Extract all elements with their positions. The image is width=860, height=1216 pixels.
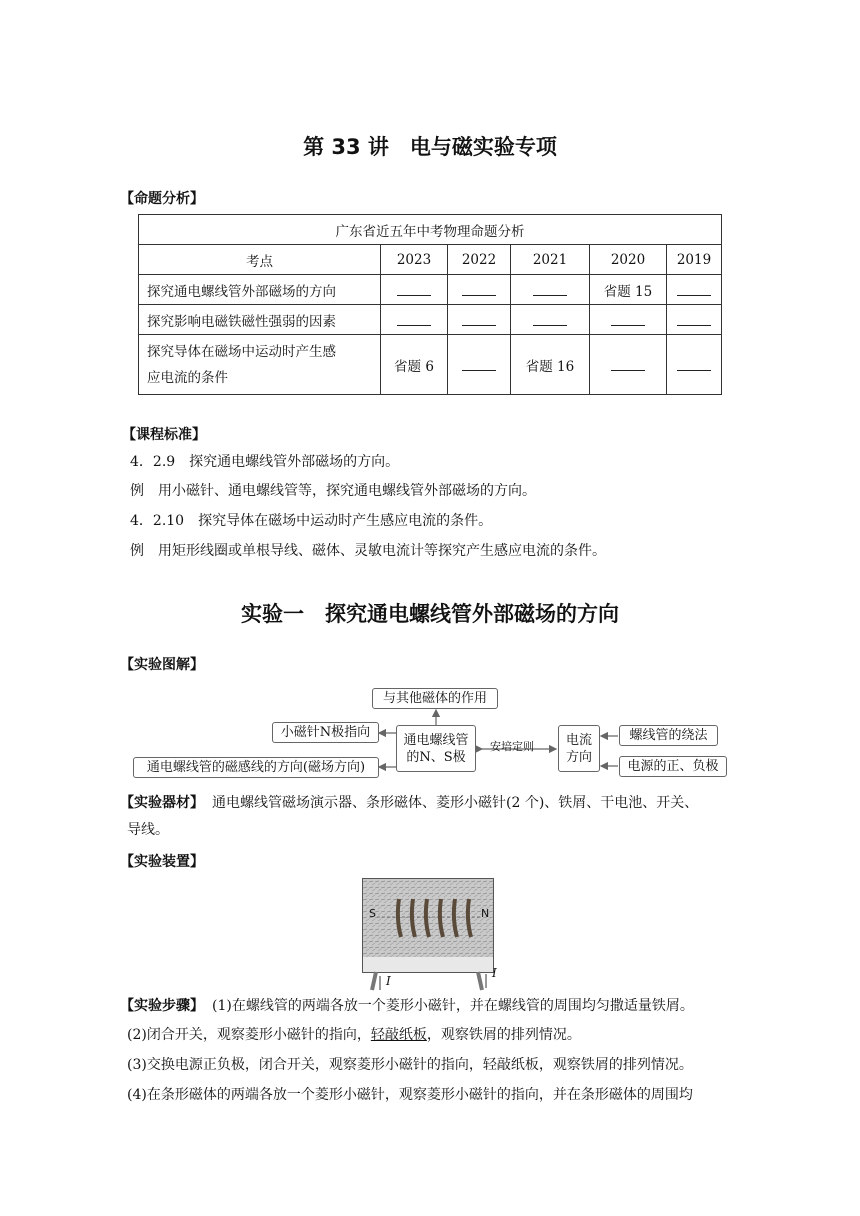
topic-cell: 探究通电螺线管外部磁场的方向 [139, 275, 381, 305]
n-pole-label: N [481, 907, 490, 920]
standards-label: 【课程标准】 [122, 427, 206, 443]
page-title: 第 33 讲 电与磁实验专项 [303, 135, 557, 159]
header-year: 2021 [511, 245, 590, 275]
step-2 [127, 1025, 581, 1045]
step-emphasis: 轻敲纸板 [370, 1027, 427, 1043]
step-1 [120, 996, 694, 1016]
step-4: (4)在条形磁体的两端各放一个菱形小磁针，观察菱形小磁针的指向，并在条形磁体的周围均 [127, 1087, 693, 1103]
box-line: 通电螺线管 [403, 732, 469, 748]
standard-example: 例 用小磁针、通电螺线管等，探究通电螺线管外部磁场的方向。 [130, 483, 536, 499]
header-topic: 考点 [139, 245, 381, 275]
value-cell: 省题 16 [511, 335, 590, 395]
header-year: 2020 [590, 245, 667, 275]
step-text: (2)闭合开关，观察菱形小磁针的指向， [127, 1027, 371, 1043]
solenoid-drawing [363, 879, 494, 973]
box-field-lines-direction: 通电螺线管的磁感线的方向(磁场方向) [133, 757, 379, 778]
value-cell: 省题 6 [381, 335, 448, 395]
apparatus-legs [360, 970, 500, 992]
ampere-rule-label: 安培定则 [490, 740, 534, 753]
step-3: (3)交换电源正负极，闭合开关，观察菱形小磁针的指向，轻敲纸板，观察铁屑的排列情况。 [127, 1057, 693, 1073]
s-pole-label: S [369, 907, 376, 920]
topic-line: 探究导体在磁场中运动时产生感 [147, 343, 336, 360]
value-cell: 省题 15 [590, 275, 667, 305]
header-year: 2019 [667, 245, 722, 275]
box-winding: 螺线管的绕法 [619, 725, 718, 746]
apparatus-label: 【实验装置】 [120, 854, 204, 870]
section-title: 实验一 探究通电螺线管外部磁场的方向 [241, 602, 619, 626]
analysis-label: 【命题分析】 [120, 191, 204, 207]
box-solenoid-poles [396, 725, 476, 772]
box-line: 方向 [565, 749, 592, 765]
box-power-polarity: 电源的正、负极 [619, 756, 727, 777]
header-year: 2023 [381, 245, 448, 275]
diagram-label: 【实验图解】 [120, 657, 204, 673]
box-needle-n-direction: 小磁针N极指向 [272, 722, 379, 743]
box-line: 电流 [565, 732, 592, 748]
table-caption: 广东省近五年中考物理命题分析 [139, 215, 722, 245]
equipment-label: 【实验器材】 [120, 795, 204, 811]
standard-example: 例 用矩形线圈或单根导线、磁体、灵敏电流计等探究产生感应电流的条件。 [130, 543, 606, 559]
current-label-left: I [386, 974, 391, 988]
current-label-right: I [492, 966, 497, 980]
topic-line: 应电流的条件 [147, 369, 228, 386]
equipment-text: 通电螺线管磁场演示器、条形磁体、菱形小磁针(2 个)、铁屑、干电池、开关、 [212, 795, 699, 811]
header-year: 2022 [448, 245, 511, 275]
standard-item: 4．2.10 探究导体在磁场中运动时产生感应电流的条件。 [130, 513, 493, 529]
box-line: 的N、S极 [406, 749, 466, 765]
topic-cell: 探究影响电磁铁磁性强弱的因素 [139, 305, 381, 335]
box-current-direction [558, 725, 600, 772]
box-other-magnets: 与其他磁体的作用 [372, 688, 498, 709]
standard-item: 4．2.9 探究通电螺线管外部磁场的方向。 [130, 454, 400, 470]
equipment-text-cont: 导线。 [127, 822, 169, 838]
equipment-line [120, 793, 698, 813]
step-text: ，观察铁屑的排列情况。 [426, 1027, 581, 1043]
step-text: (1)在螺线管的两端各放一个菱形小磁针，并在螺线管的周围均匀撒适量铁屑。 [212, 998, 694, 1014]
steps-label: 【实验步骤】 [120, 998, 204, 1014]
solenoid-apparatus-photo [362, 878, 494, 973]
